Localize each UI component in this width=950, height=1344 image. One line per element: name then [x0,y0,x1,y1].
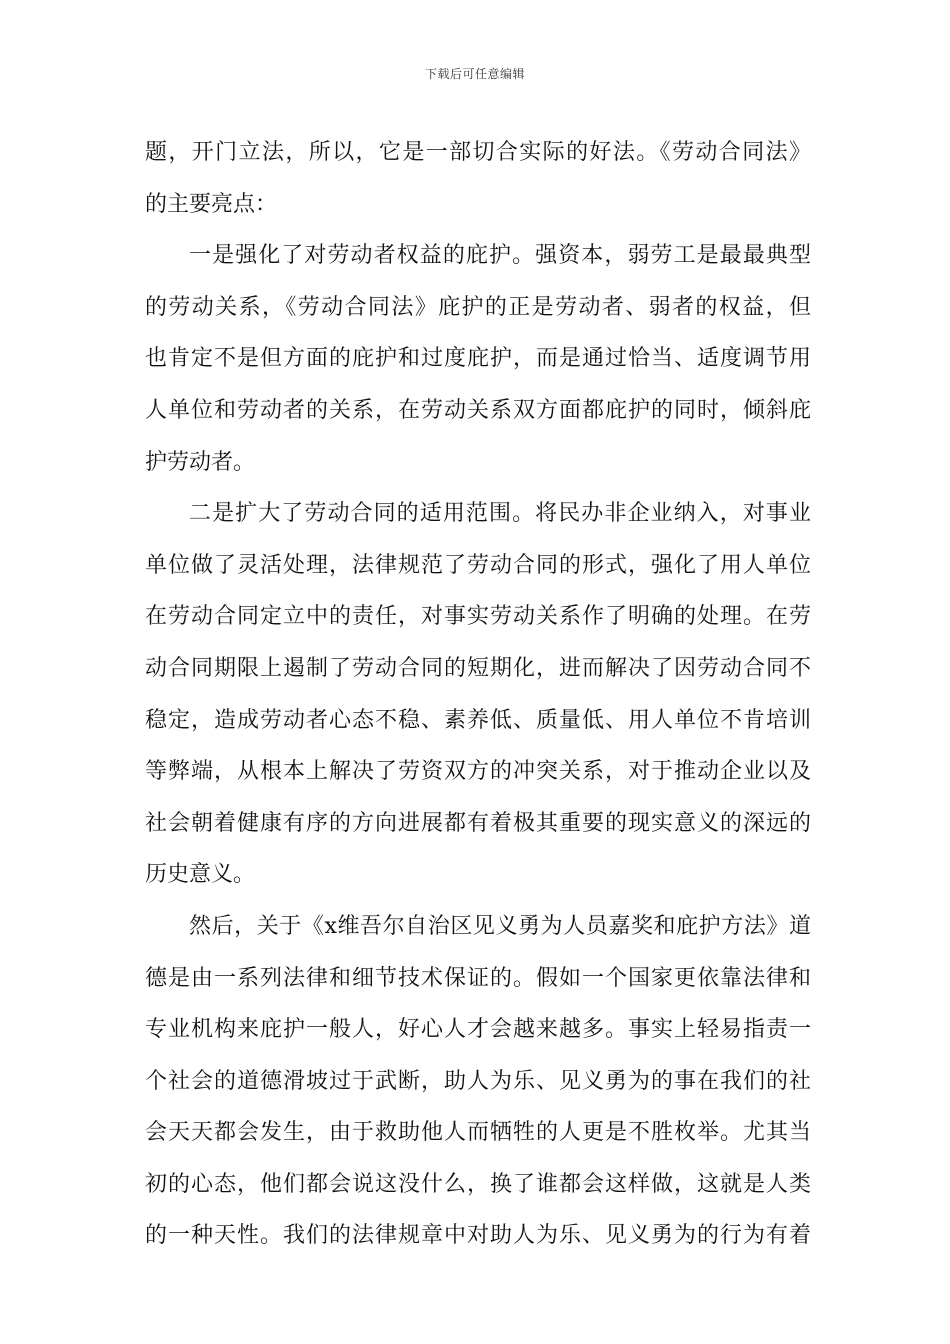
document-body [145,127,811,1262]
text-line: 单位做了灵活处理，法律规范了劳动合同的形式，强化了用人单位 [145,552,811,578]
text-line: 题，开门立法，所以，它是一部切合实际的好法。《劳动合同法》 [145,140,811,165]
paragraph-first-line: 二是扩大了劳动合同的适用范围。将民办非企业纳入，对事业 [189,501,811,527]
text-line: 等弊端，从根本上解决了劳资双方的冲突关系，对于推动企业以及 [145,759,811,785]
text-line: 稳定，造成劳动者心态不稳、素养低、质量低、用人单位不肯培训 [145,707,811,733]
text-line: 会天天都会发生，由于救助他人而牺牲的人更是不胜枚举。尤其当 [145,1120,811,1146]
text-line: 初的心态，他们都会说这没什么，换了谁都会这样做，这就是人类 [145,1171,811,1197]
paragraph-first-line: 然后，关于《x维吾尔自治区见义勇为人员嘉奖和庇护方法》道 [189,913,811,939]
text-line: 动合同期限上遏制了劳动合同的短期化，进而解决了因劳动合同不 [145,655,811,681]
text-line: 德是由一系列法律和细节技术保证的。假如一个国家更依靠法律和 [145,965,811,991]
text-line: 护劳动者。 [145,449,256,475]
text-line: 也肯定不是但方面的庇护和过度庇护，而是通过恰当、适度调节用 [145,346,811,372]
paragraph-first-line: 一是强化了对劳动者权益的庇护。强资本，弱劳工是最最典型 [189,243,811,269]
text-line: 个社会的道德滑坡过于武断，助人为乐、见义勇为的事在我们的社 [145,1068,811,1094]
text-line: 专业机构来庇护一般人，好心人才会越来越多。事实上轻易指责一 [145,1017,811,1043]
page-header: 下载后可任意编辑 [424,67,525,81]
text-line: 社会朝着健康有序的方向进展都有着极其重要的现实意义的深远的 [145,810,811,836]
text-line: 历史意义。 [145,862,256,888]
text-line: 的主要亮点： [145,191,278,217]
text-line: 的劳动关系，《劳动合同法》庇护的正是劳动者、弱者的权益，但 [145,294,811,320]
text-line: 在劳动合同定立中的责任，对事实劳动关系作了明确的处理。在劳 [145,604,811,630]
text-line: 的一种天性。我们的法律规章中对助人为乐、见义勇为的行为有着 [145,1223,811,1249]
text-line: 人单位和劳动者的关系，在劳动关系双方面都庇护的同时，倾斜庇 [145,397,811,423]
